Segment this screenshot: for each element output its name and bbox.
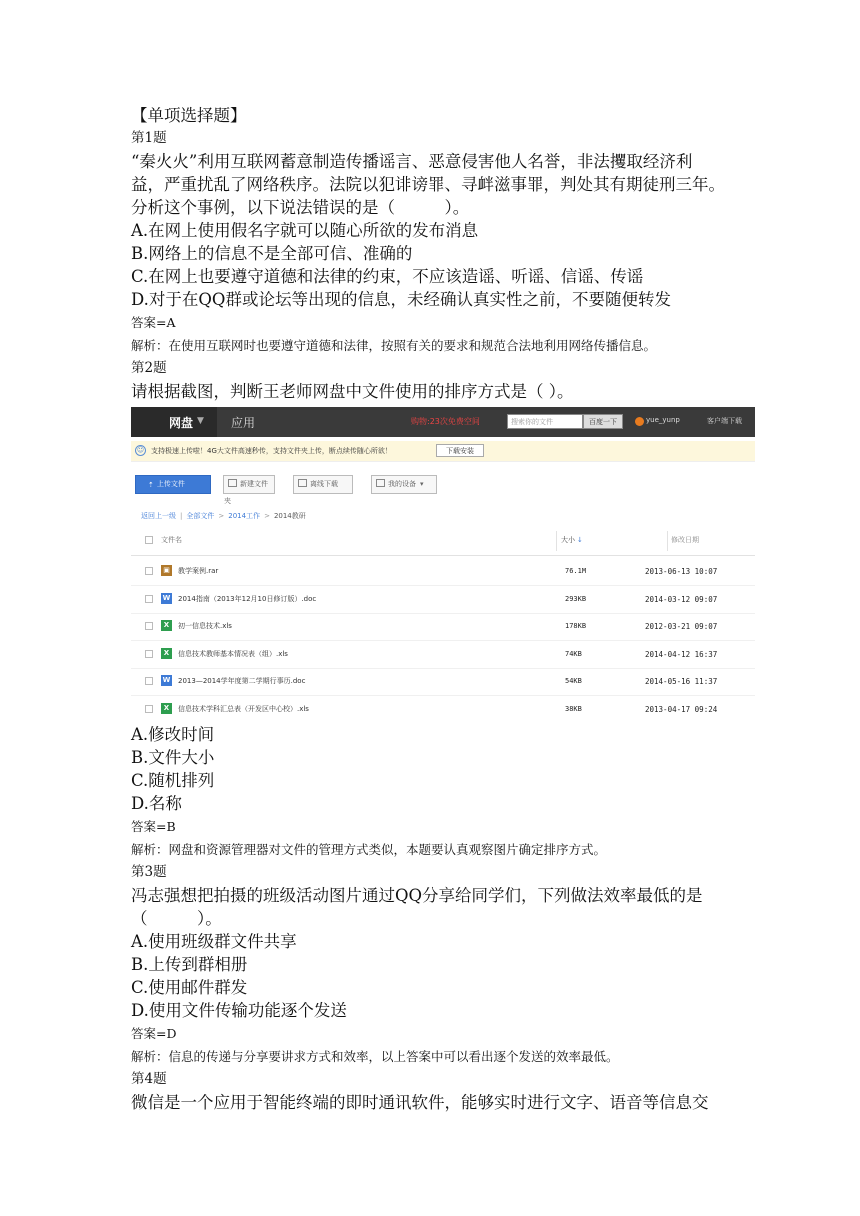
my-devices-button[interactable] — [371, 475, 437, 494]
offline-download-label: 离线下载 — [310, 480, 338, 488]
file-checkbox[interactable] — [145, 650, 153, 658]
sort-arrow-icon: ↓ — [577, 536, 583, 544]
breadcrumb-back[interactable]: 返回上一级 — [141, 512, 176, 520]
notice-bar — [131, 441, 755, 462]
client-download-link[interactable]: 客户端下载 — [707, 417, 742, 425]
file-name[interactable]: 初一信息技术.xls — [178, 622, 232, 630]
file-row[interactable] — [131, 696, 755, 720]
breadcrumb-current: 2014教研 — [273, 512, 306, 520]
file-date: 2013-04-17 09:24 — [645, 704, 718, 714]
file-size: 54KB — [565, 677, 582, 685]
netdisk-topbar — [131, 407, 755, 437]
file-size: 38KB — [565, 704, 582, 713]
tab-netdisk[interactable]: 网盘 — [169, 416, 194, 430]
column-size[interactable] — [561, 535, 583, 545]
question-1-number: 第1题 — [131, 130, 167, 146]
file-row[interactable] — [131, 668, 755, 696]
file-size: 76.1M — [565, 567, 587, 575]
file-checkbox[interactable] — [145, 677, 153, 685]
file-size: 178KB — [565, 622, 587, 630]
file-date: 2014-05-16 11:37 — [645, 677, 718, 686]
folder-icon — [228, 479, 237, 487]
file-name[interactable]: 信息技术教师基本情况表（组）.xls — [178, 649, 288, 658]
question-2-option-d: D.名称 — [131, 794, 182, 813]
breadcrumb-separator: | — [180, 512, 183, 520]
search-button[interactable]: 百度一下 — [583, 414, 623, 429]
breadcrumb-separator: > — [264, 512, 270, 520]
breadcrumb — [141, 511, 306, 521]
question-3-stem-line-2: （ ）。 — [131, 909, 222, 928]
question-2-stem: 请根据截图，判断王老师网盘中文件使用的排序方式是（ ）。 — [131, 382, 574, 401]
smile-icon: ☺ — [136, 446, 145, 454]
question-1-analysis: 解析：在使用互联网时也要遵守道德和法律，按照有关的要求和规范合法地利用网络传播信息。 — [131, 338, 657, 353]
offline-download-button[interactable] — [293, 475, 353, 494]
notice-text: 支持极速上传啦！4G大文件高速秒传，支持文件夹上传，断点续传随心所欲！ — [151, 447, 392, 455]
new-folder-label: 新建文件夹 — [224, 480, 268, 505]
file-checkbox[interactable] — [145, 622, 153, 630]
download-icon — [298, 479, 307, 487]
question-3-analysis: 解析：信息的传递与分享要讲求方式和效率，以上答案中可以看出逐个发送的效率最低。 — [131, 1049, 619, 1064]
question-3-stem-line-1: 冯志强想把拍摄的班级活动图片通过QQ分享给同学们，下列做法效率最低的是 — [131, 886, 703, 905]
breadcrumb-work[interactable]: 2014工作 — [228, 512, 261, 520]
question-1-stem-line-1: “秦火火”利用互联网蓄意制造传播谣言、恶意侵害他人名誉，非法攫取经济利 — [131, 152, 693, 171]
file-checkbox[interactable] — [145, 705, 153, 713]
file-name[interactable]: 教学案例.rar — [178, 567, 219, 575]
file-date: 2013-06-13 10:07 — [645, 567, 718, 576]
file-table-header — [131, 525, 755, 556]
file-name[interactable]: 2014指南（2013年12月10日修订版）.doc — [178, 594, 317, 603]
chevron-down-icon: ▾ — [420, 480, 424, 488]
netdisk-screenshot — [131, 407, 755, 719]
question-4-stem-line-1: 微信是一个应用于智能终端的即时通讯软件，能够实时进行文字、语音等信息交 — [131, 1093, 709, 1112]
section-title: 【单项选择题】 — [131, 106, 247, 125]
file-checkbox[interactable] — [145, 595, 153, 603]
question-2-answer: 答案=B — [131, 819, 176, 834]
excel-file-icon: X — [161, 703, 172, 714]
install-button[interactable]: 下载安装 — [436, 444, 484, 457]
column-name[interactable]: 文件名 — [161, 536, 182, 544]
question-2-analysis: 解析：网盘和资源管理器对文件的管理方式类似，本题要认真观察图片确定排序方式。 — [131, 842, 607, 857]
column-date[interactable]: 修改日期 — [671, 536, 699, 544]
my-devices-label: 我的设备 — [388, 480, 416, 488]
file-name[interactable]: 信息技术学科汇总表（开发区中心校）.xls — [178, 704, 309, 713]
upload-icon: ⇡ — [148, 481, 154, 489]
column-size-label: 大小 — [561, 536, 575, 544]
upload-button[interactable] — [135, 475, 211, 494]
question-1-answer: 答案=A — [131, 315, 176, 330]
promo-link[interactable]: 购物:23次免费空间 — [411, 417, 480, 426]
select-all-checkbox[interactable] — [145, 536, 153, 544]
file-date: 2014-04-12 16:37 — [645, 649, 718, 659]
word-file-icon: W — [162, 593, 171, 602]
question-2-number: 第2题 — [131, 360, 167, 376]
question-1-stem-line-3: 分析这个事例，以下说法错误的是（ ）。 — [131, 198, 470, 217]
column-divider — [556, 531, 557, 551]
excel-file-icon: X — [161, 620, 172, 631]
question-2-option-a: A.修改时间 — [131, 725, 215, 744]
file-date: 2014-03-12 09:07 — [645, 594, 718, 604]
question-3-number: 第3题 — [131, 864, 167, 880]
device-icon — [376, 479, 385, 487]
question-3-answer: 答案=D — [131, 1026, 177, 1041]
file-row[interactable] — [131, 586, 755, 614]
question-1-option-c: C.在网上也要遵守道德和法律的约束，不应该造谣、听谣、信谣、传谣 — [131, 267, 644, 286]
question-3-option-a: A.使用班级群文件共享 — [131, 932, 297, 951]
question-1-option-d: D.对于在QQ群或论坛等出现的信息，未经确认真实性之前，不要随便转发 — [131, 290, 671, 309]
file-row[interactable] — [131, 641, 755, 669]
file-checkbox[interactable] — [145, 567, 153, 575]
username[interactable]: yue_yunp — [646, 416, 680, 424]
question-1-option-a: A.在网上使用假名字就可以随心所欲的发布消息 — [131, 221, 479, 240]
search-input[interactable]: 搜索你的文件 — [507, 414, 583, 429]
question-2-option-b: B.文件大小 — [131, 748, 215, 767]
column-divider — [667, 531, 668, 551]
tab-apps[interactable]: 应用 — [231, 416, 256, 430]
breadcrumb-separator: > — [218, 512, 225, 520]
archive-file-icon: ▣ — [161, 565, 172, 576]
file-row[interactable] — [131, 613, 755, 641]
chevron-down-icon: ▼ — [197, 416, 204, 426]
excel-file-icon: X — [161, 648, 172, 659]
file-row[interactable] — [131, 558, 755, 586]
question-3-option-d: D.使用文件传输功能逐个发送 — [131, 1001, 347, 1020]
breadcrumb-all-files[interactable]: 全部文件 — [186, 512, 215, 520]
toolbar — [131, 475, 755, 505]
question-1-stem-line-2: 益，严重扰乱了网络秩序。法院以犯诽谤罪、寻衅滋事罪，判处其有期徒刑三年。 — [131, 175, 725, 194]
question-1-option-b: B.网络上的信息不是全部可信、准确的 — [131, 244, 413, 263]
upload-label: 上传文件 — [156, 480, 185, 488]
question-3-option-b: B.上传到群相册 — [131, 955, 248, 974]
file-size: 74KB — [565, 649, 582, 658]
question-3-option-c: C.使用邮件群发 — [131, 978, 248, 997]
question-4-number: 第4题 — [131, 1071, 167, 1087]
question-2-option-c: C.随机排列 — [131, 771, 215, 790]
document-body — [131, 104, 751, 1114]
word-file-icon: W — [162, 676, 171, 684]
new-folder-button[interactable] — [223, 475, 275, 505]
file-date: 2012-03-21 09:07 — [645, 622, 718, 631]
file-size: 293KB — [565, 594, 587, 603]
file-name[interactable]: 2013—2014学年度第二学期行事历.doc — [178, 677, 306, 685]
avatar[interactable] — [635, 417, 644, 426]
